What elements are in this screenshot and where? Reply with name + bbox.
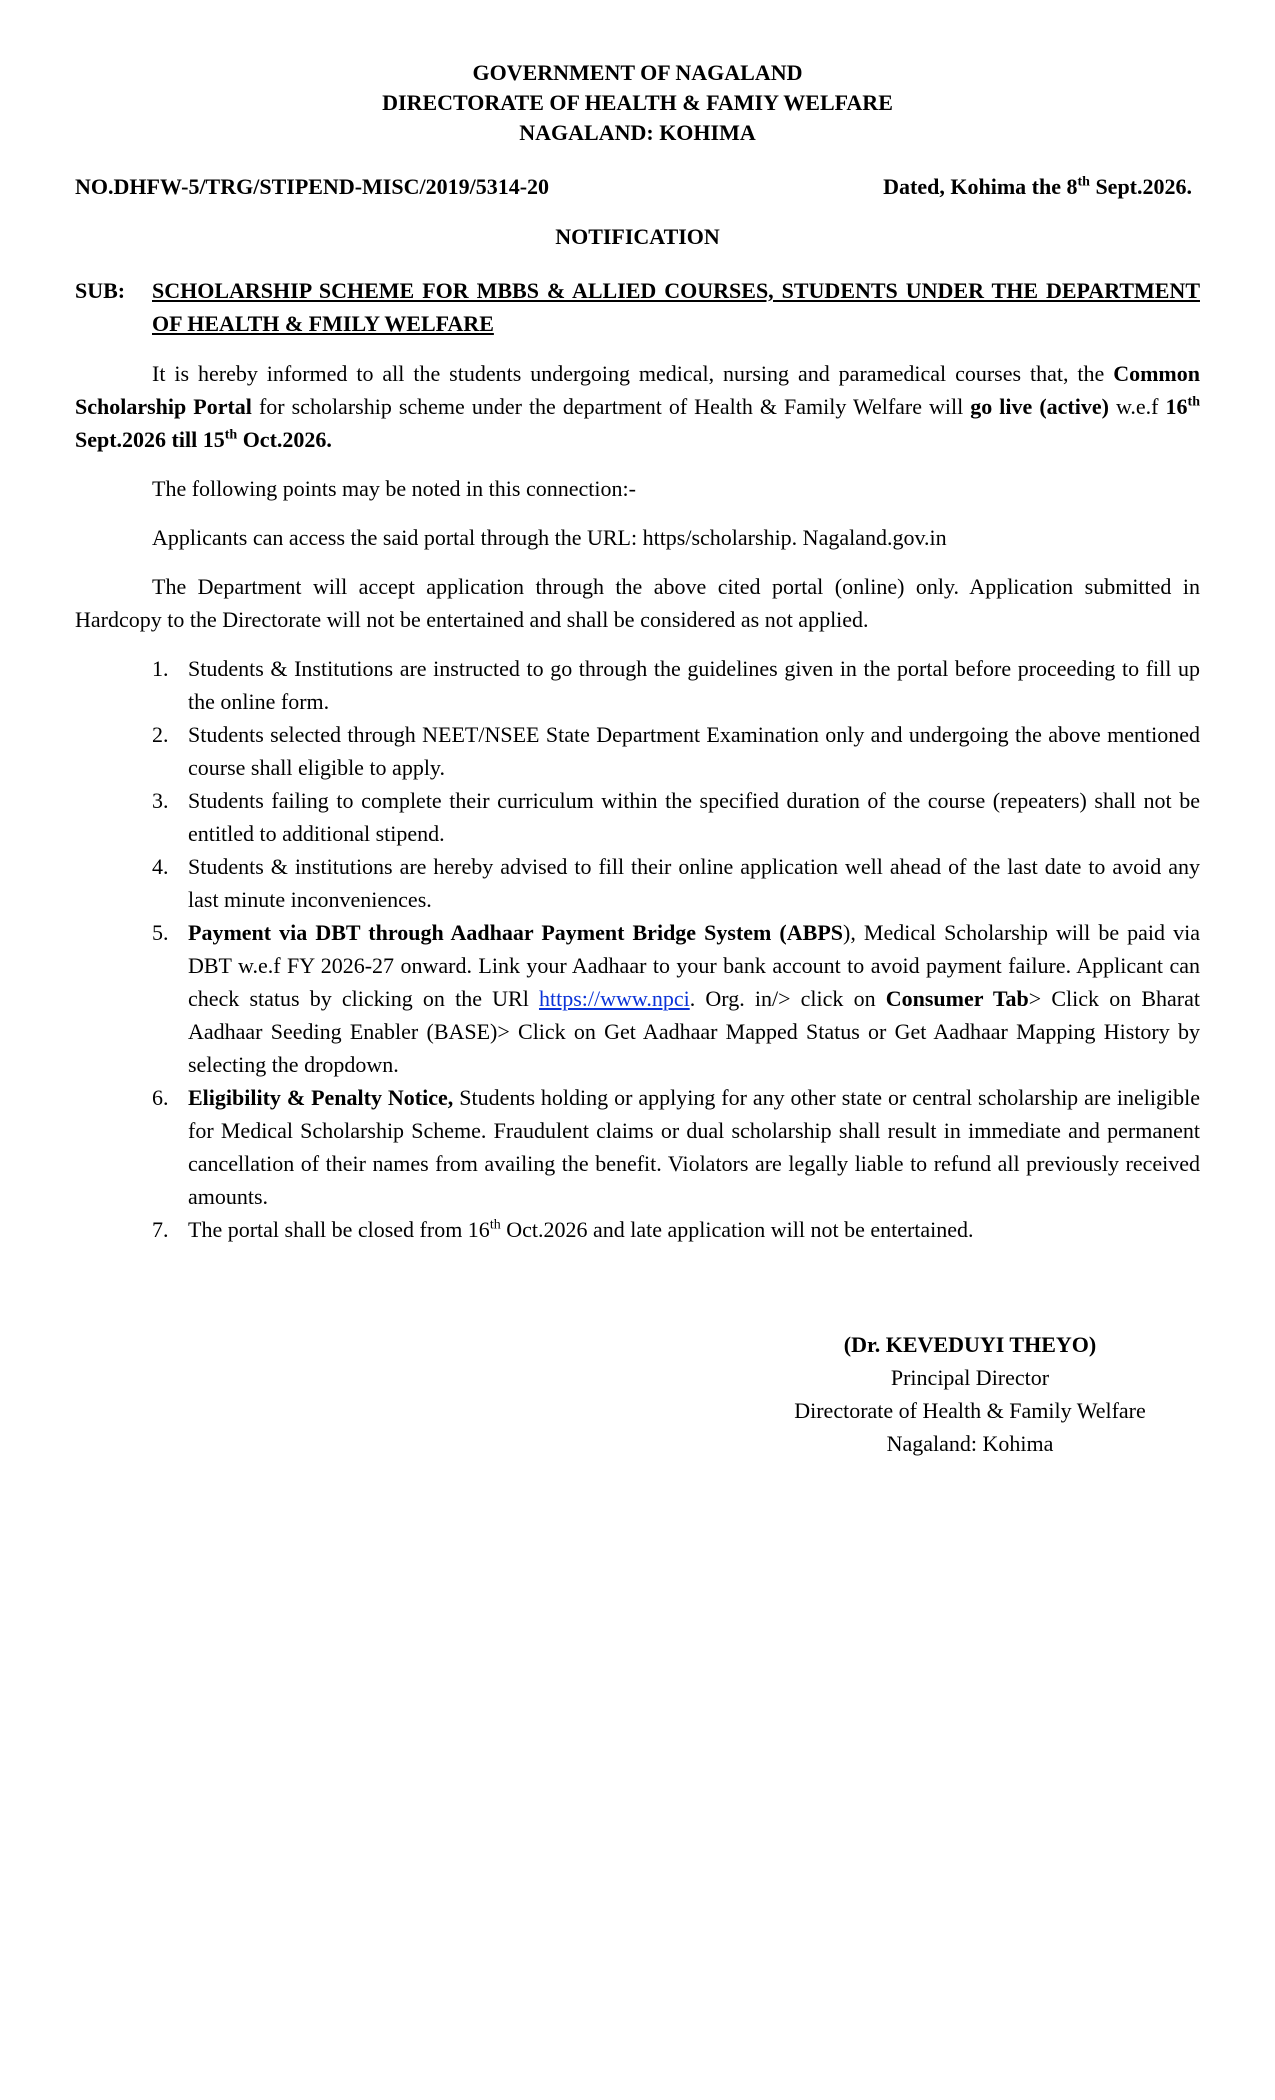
list-item	[75, 784, 1200, 850]
letterhead	[75, 58, 1200, 148]
list-text: Students selected through NEET/NSEE State Department Examination only and undergoing the above mentioned course shall eligible to apply.	[188, 722, 1200, 780]
signatory-designation: Principal Director	[890, 1365, 1050, 1390]
list-sup: th	[489, 1217, 501, 1233]
list-item	[75, 718, 1200, 784]
intro-paragraph	[75, 357, 1200, 456]
letterhead-place: NAGALAND: KOHIMA	[519, 120, 756, 145]
dated-sup: th	[1077, 174, 1090, 190]
letterhead-directorate: DIRECTORATE OF HEALTH & FAMIY WELFARE	[382, 90, 893, 115]
abps-heading: Payment via DBT through Aadhaar Payment Bridge System (ABPS	[188, 920, 843, 945]
letterhead-government: GOVERNMENT OF NAGALAND	[472, 60, 803, 85]
list-text: ), Medical Scholarship will be paid via DBT w.e.f FY 2026-27 onward. Link your Aadhaar to your bank account to avoid payment failure. Applicant can check status by clicking on the URl	[188, 920, 1200, 1011]
intro-go-live: go live (active)	[970, 394, 1109, 419]
list-number: 7.	[152, 1217, 169, 1242]
list-text: > Click on Bharat Aadhaar Seeding Enabler (BASE)> Click on Get Aadhaar Mapped Status or Get Aadhaar Mapping History by selecting the dropdown.	[188, 986, 1201, 1077]
points-list	[75, 652, 1200, 1246]
eligibility-heading: Eligibility & Penalty Notice,	[188, 1085, 454, 1110]
list-text: Students & institutions are hereby advised to fill their online application well ahead of the last date to avoid any last minute inconveniences.	[188, 854, 1200, 912]
intro-portal-name: Common Scholarship Portal	[75, 361, 1200, 419]
dated-prefix: Dated, Kohima the 8	[883, 174, 1078, 199]
reference-number: NO.DHFW-5/TRG/STIPEND-MISC/2019/5314-20	[75, 174, 550, 199]
url-line: Applicants can access the said portal through the URL: https/scholarship. Nagaland.gov.in	[152, 525, 947, 550]
list-text: Students & Institutions are instructed to go through the guidelines given in the portal before proceeding to fill up the online form.	[188, 656, 1200, 714]
list-number: 1.	[152, 656, 169, 681]
list-text: Oct.2026 and late application will not be entertained.	[500, 1217, 974, 1242]
list-item	[75, 652, 1200, 718]
intro-start-day: 16	[1165, 394, 1188, 419]
list-item	[75, 1081, 1200, 1213]
signatory-place: Nagaland: Kohima	[886, 1431, 1054, 1456]
intro-sup-2: th	[224, 427, 238, 443]
list-number: 5.	[152, 920, 169, 945]
intro-text-2: for scholarship scheme under the department of Health & Family Welfare will	[251, 394, 971, 419]
subject-label: SUB:	[75, 278, 126, 303]
subject-text: SCHOLARSHIP SCHEME FOR MBBS & ALLIED COURSES, STUDENTS UNDER THE DEPARTMENT OF HEALTH & FMILY WELFARE	[152, 278, 1200, 336]
signature-block	[700, 1328, 1240, 1460]
list-number: 3.	[152, 788, 169, 813]
signatory-name: (Dr. KEVEDUYI THEYO)	[843, 1332, 1097, 1357]
signatory-office: Directorate of Health & Family Welfare	[794, 1398, 1146, 1423]
department-paragraph: The Department will accept application through the above cited portal (online) only. Application submitted in Hardcopy to the Directorate will not be entertained and shall be considered as not applied.	[75, 574, 1200, 632]
intro-text-1: It is hereby informed to all the students undergoing medical, nursing and paramedical courses that, the	[152, 361, 1114, 386]
reference-row	[75, 170, 1200, 200]
list-text: The portal shall be closed from 16	[188, 1217, 490, 1242]
list-text: Students holding or applying for any other state or central scholarship are ineligible for Medical Scholarship Scheme. Fraudulent claims or dual scholarship shall result in immediate and permanent cancellation of their names from availing the benefit. Violators are legally liable to refund all previously received amounts.	[188, 1085, 1200, 1209]
intro-sup-1: th	[1187, 394, 1200, 410]
notification-document	[75, 58, 1200, 1246]
intro-start-month: Sept.2026 till 15	[75, 427, 225, 452]
consumer-tab-text: Consumer Tab	[885, 986, 1029, 1011]
list-text: Students failing to complete their curriculum within the specified duration of the course (repeaters) shall not be entitled to additional stipend.	[188, 788, 1200, 846]
subject-line	[75, 274, 1200, 340]
list-text: . Org. in/> click on	[689, 986, 886, 1011]
list-number: 4.	[152, 854, 169, 879]
page-title: NOTIFICATION	[555, 224, 720, 249]
list-number: 6.	[152, 1085, 169, 1110]
list-item	[75, 1213, 1200, 1246]
intro-end-month: Oct.2026.	[237, 427, 332, 452]
list-number: 2.	[152, 722, 169, 747]
npci-link[interactable]: https://www.npci	[538, 986, 690, 1011]
dated-suffix: Sept.2026.	[1089, 174, 1192, 199]
note-line: The following points may be noted in this connection:-	[152, 476, 636, 501]
list-item	[75, 916, 1200, 1081]
intro-text-3: w.e.f	[1108, 394, 1166, 419]
dated-line	[883, 170, 1192, 203]
list-item	[75, 850, 1200, 916]
